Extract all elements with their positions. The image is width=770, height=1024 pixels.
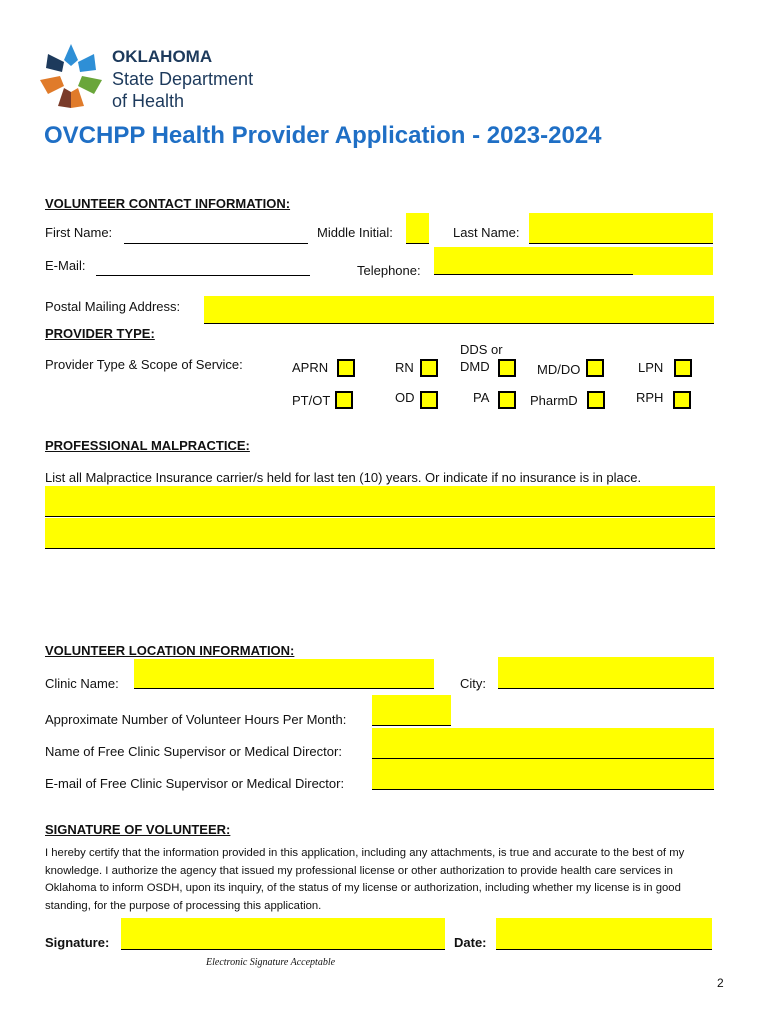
provider-type-label: PharmD (530, 393, 578, 408)
checkbox-od[interactable] (420, 391, 438, 409)
date-label: Date: (454, 935, 487, 950)
logo-line-of-health: of Health (112, 91, 185, 111)
electronic-signature-note: Electronic Signature Acceptable (206, 957, 336, 968)
first-name-label: First Name: (45, 225, 113, 240)
postal-address-label: Postal Mailing Address: (45, 299, 181, 314)
provider-type-label: LPN (638, 360, 664, 375)
osdh-star-logo-icon (38, 42, 104, 108)
provider-type-label-dds-line1: DDS or (460, 342, 503, 357)
logo-line-oklahoma: OKLAHOMA (112, 47, 213, 66)
volunteer-hours-label: Approximate Number of Volunteer Hours Per Month: (45, 712, 347, 727)
checkbox-dds-dmd[interactable] (498, 359, 516, 377)
date-field[interactable] (496, 918, 712, 950)
signature-label: Signature: (45, 935, 110, 950)
email-field[interactable] (96, 258, 310, 276)
city-label: City: (460, 676, 486, 691)
supervisor-email-label: E-mail of Free Clinic Supervisor or Medical Director: (45, 776, 345, 791)
checkbox-aprn[interactable] (337, 359, 355, 377)
provider-type-label: OD (395, 390, 415, 405)
provider-scope-label: Provider Type & Scope of Service: (45, 357, 243, 372)
middle-initial-field[interactable] (406, 213, 429, 244)
logo (38, 42, 278, 112)
telephone-label: Telephone: (357, 263, 421, 278)
checkbox-md-do[interactable] (586, 359, 604, 377)
provider-type-label: APRN (292, 360, 329, 375)
logo-line-state-department: State Department (112, 69, 254, 89)
checkbox-lpn[interactable] (674, 359, 692, 377)
supervisor-email-field[interactable] (372, 759, 714, 790)
provider-type-label: RPH (636, 390, 664, 405)
telephone-underline (434, 260, 633, 275)
clinic-name-field[interactable] (134, 659, 434, 689)
checkbox-rph[interactable] (673, 391, 691, 409)
last-name-label: Last Name: (453, 225, 520, 240)
certification-text: I hereby certify that the information provided in this application, including any attachments, is true and accurate to the best of my knowledge. I authorize the agency that issued my professional license or other authorization to provide health care services in Oklahoma to inform OSDH, upon its inquiry, of the status of my license or authorization, including whether my license is in good standing, for the purpose of processing this application. (45, 847, 685, 912)
city-field[interactable] (498, 657, 714, 689)
middle-initial-label: Middle Initial: (317, 225, 393, 240)
section-heading-location: VOLUNTEER LOCATION INFORMATION: (45, 643, 295, 658)
last-name-field[interactable] (529, 213, 713, 244)
malpractice-carrier-field-2[interactable] (45, 518, 715, 549)
section-heading-signature: SIGNATURE OF VOLUNTEER: (45, 822, 231, 837)
malpractice-carrier-field-1[interactable] (45, 486, 715, 517)
signature-field[interactable] (121, 918, 445, 950)
supervisor-name-label: Name of Free Clinic Supervisor or Medical Director: (45, 744, 342, 759)
checkbox-pt-ot[interactable] (335, 391, 353, 409)
volunteer-hours-field[interactable] (372, 695, 451, 726)
provider-type-label: PA (473, 390, 490, 405)
provider-type-label: PT/OT (292, 393, 331, 408)
section-heading-contact: VOLUNTEER CONTACT INFORMATION: (45, 196, 291, 211)
provider-type-label: RN (395, 360, 414, 375)
page-title: OVCHPP Health Provider Application - 2023-2024 (44, 122, 602, 149)
clinic-name-label: Clinic Name: (45, 676, 119, 691)
postal-address-field[interactable] (204, 296, 714, 324)
checkbox-pharmd[interactable] (587, 391, 605, 409)
section-heading-malpractice: PROFESSIONAL MALPRACTICE: (45, 438, 250, 453)
malpractice-instruction: List all Malpractice Insurance carrier/s held for last ten (10) years. Or indicate if no insurance is in place. (45, 470, 642, 485)
checkbox-rn[interactable] (420, 359, 438, 377)
provider-type-label-dds-line2: DMD (460, 359, 490, 374)
section-heading-provider-type: PROVIDER TYPE: (45, 326, 155, 341)
email-label: E-Mail: (45, 258, 86, 273)
checkbox-pa[interactable] (498, 391, 516, 409)
provider-type-label: MD/DO (537, 362, 581, 377)
first-name-field[interactable] (124, 226, 308, 244)
supervisor-name-field[interactable] (372, 728, 714, 759)
page-number: 2 (717, 976, 724, 990)
